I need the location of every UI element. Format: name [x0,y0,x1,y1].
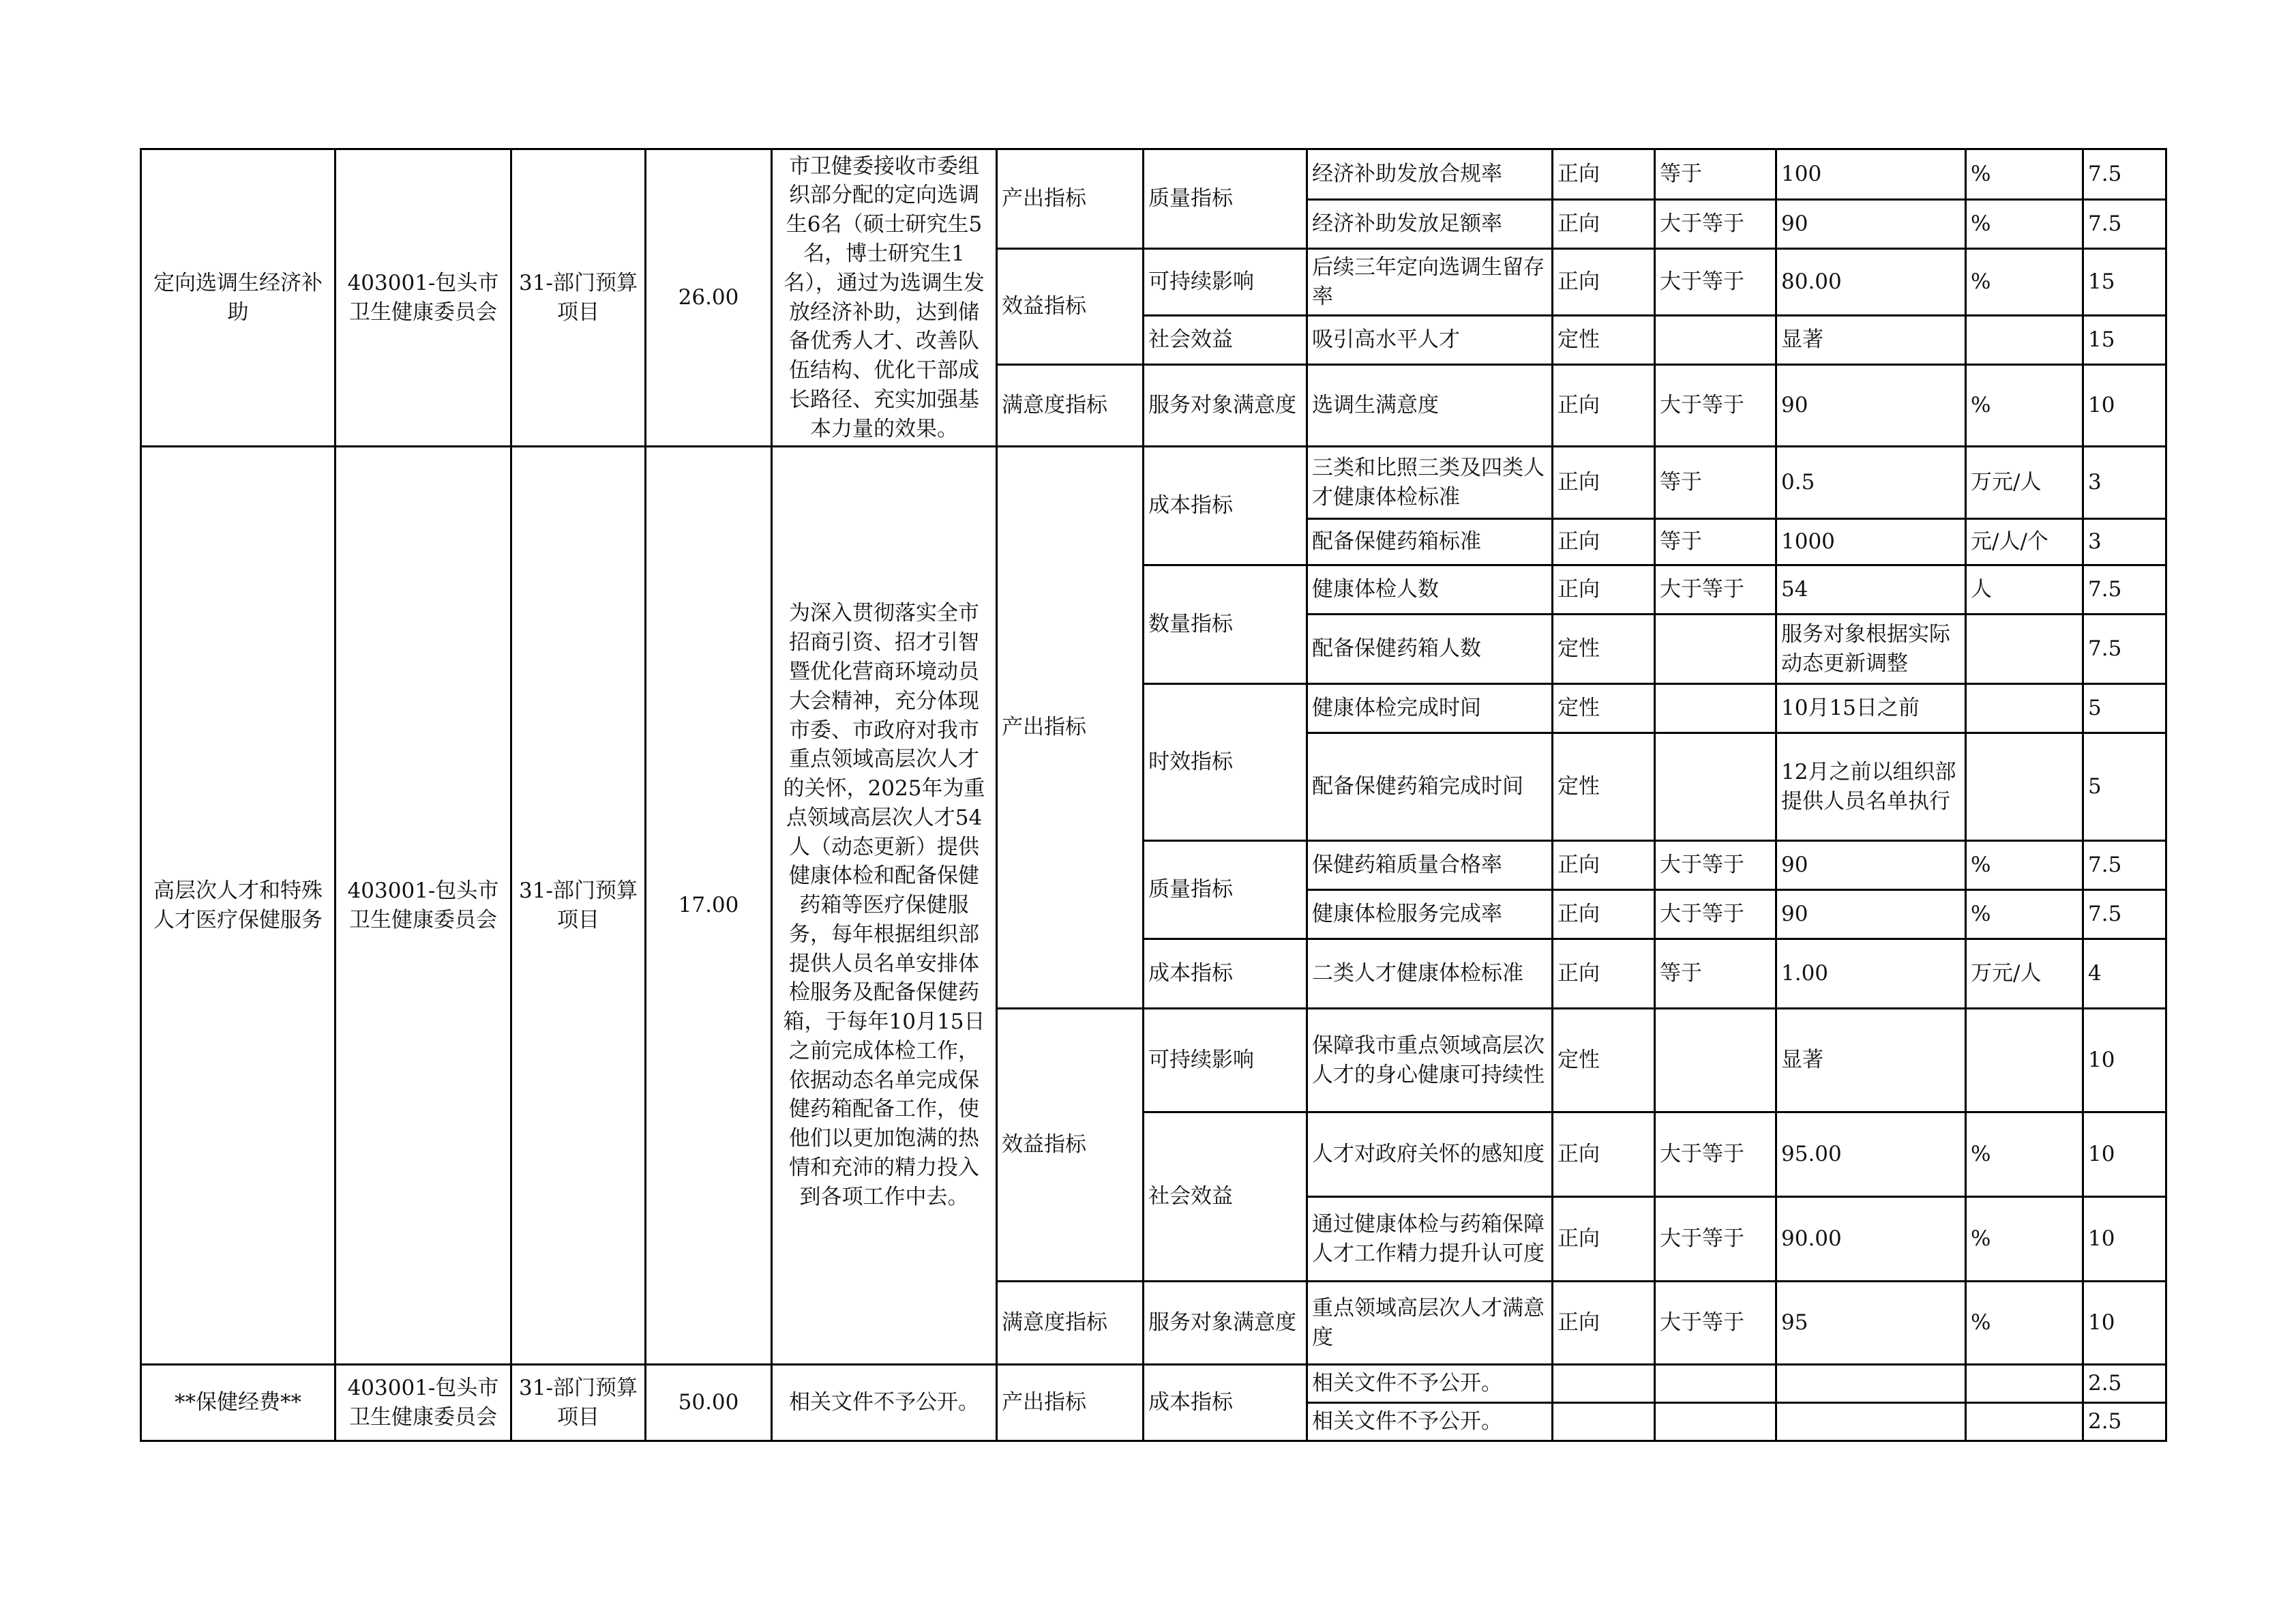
indicator-target-cell: 1.00 [1776,939,1966,1009]
indicator-nature-cell: 定性 [1553,615,1655,684]
indicator-unit-cell: 万元/人 [1966,447,2083,519]
indicator-target-cell: 显著 [1776,316,1966,365]
indicator-weight-cell: 2.5 [2083,1403,2166,1441]
indicator-level2-cell: 成本指标 [1144,1365,1307,1441]
indicator-unit-cell: % [1966,841,2083,890]
indicator-target-cell: 54 [1776,565,1966,615]
indicator-nature-cell: 正向 [1553,200,1655,249]
indicator-level2-cell: 可持续影响 [1144,1009,1307,1112]
indicator-weight-cell: 4 [2083,939,2166,1009]
indicator-target-cell [1776,1403,1966,1441]
indicator-nature-cell: 正向 [1553,890,1655,939]
unit-cell: 403001-包头市卫生健康委员会 [336,1365,511,1441]
indicator-weight-cell: 10 [2083,1197,2166,1282]
indicator-level2-cell: 时效指标 [1144,684,1307,841]
indicator-nature-cell: 正向 [1553,365,1655,447]
indicator-nature-cell: 正向 [1553,939,1655,1009]
indicator-operator-cell [1655,316,1776,365]
project-name-cell: 高层次人才和特殊人才医疗保健服务 [141,447,336,1365]
indicator-weight-cell: 15 [2083,316,2166,365]
indicator-operator-cell: 等于 [1655,149,1776,200]
indicator-level2-cell: 成本指标 [1144,939,1307,1009]
indicator-level3-cell: 经济补助发放足额率 [1307,200,1553,249]
indicator-nature-cell [1553,1365,1655,1403]
indicator-target-cell: 100 [1776,149,1966,200]
indicator-unit-cell: % [1966,365,2083,447]
project-name-cell: 定向选调生经济补助 [141,149,336,447]
indicator-unit-cell [1966,684,2083,733]
indicator-target-cell: 80.00 [1776,249,1966,316]
indicator-operator-cell [1655,1403,1776,1441]
indicator-operator-cell: 大于等于 [1655,1197,1776,1282]
indicator-level1-cell: 效益指标 [997,249,1144,365]
indicator-level1-cell: 满意度指标 [997,1282,1144,1365]
indicator-target-cell: 0.5 [1776,447,1966,519]
indicator-target-cell: 90 [1776,890,1966,939]
indicator-level2-cell: 成本指标 [1144,447,1307,565]
indicator-weight-cell: 2.5 [2083,1365,2166,1403]
indicator-operator-cell: 大于等于 [1655,1282,1776,1365]
indicator-unit-cell [1966,615,2083,684]
indicator-operator-cell: 大于等于 [1655,841,1776,890]
indicator-level3-cell: 保障我市重点领域高层次人才的身心健康可持续性 [1307,1009,1553,1112]
indicator-operator-cell [1655,684,1776,733]
amount-cell: 17.00 [646,447,772,1365]
indicator-level2-cell: 可持续影响 [1144,249,1307,316]
indicator-level2-cell: 数量指标 [1144,565,1307,684]
indicator-level1-cell: 满意度指标 [997,365,1144,447]
indicator-unit-cell [1966,1403,2083,1441]
indicator-unit-cell: % [1966,249,2083,316]
indicator-level3-cell: 后续三年定向选调生留存率 [1307,249,1553,316]
indicator-level3-cell: 健康体检人数 [1307,565,1553,615]
indicator-level3-cell: 重点领域高层次人才满意度 [1307,1282,1553,1365]
indicator-weight-cell: 7.5 [2083,565,2166,615]
amount-cell: 50.00 [646,1365,772,1441]
indicator-target-cell: 90.00 [1776,1197,1966,1282]
indicator-level2-cell: 社会效益 [1144,1112,1307,1282]
indicator-nature-cell: 定性 [1553,1009,1655,1112]
indicator-operator-cell: 等于 [1655,519,1776,565]
indicator-target-cell: 90 [1776,841,1966,890]
table-row [141,149,2166,200]
indicator-target-cell: 服务对象根据实际动态更新调整 [1776,615,1966,684]
indicator-weight-cell: 7.5 [2083,200,2166,249]
indicator-unit-cell: 人 [1966,565,2083,615]
indicator-unit-cell [1966,1009,2083,1112]
project-type-cell: 31-部门预算项目 [511,149,646,447]
indicator-level2-cell: 质量指标 [1144,841,1307,939]
indicator-unit-cell: % [1966,1112,2083,1197]
indicator-weight-cell: 7.5 [2083,890,2166,939]
project-type-cell: 31-部门预算项目 [511,1365,646,1441]
indicator-operator-cell: 大于等于 [1655,249,1776,316]
indicator-level3-cell: 吸引高水平人才 [1307,316,1553,365]
performance-table [140,148,2167,1442]
indicator-level3-cell: 三类和比照三类及四类人才健康体检标准 [1307,447,1553,519]
indicator-nature-cell: 定性 [1553,733,1655,841]
indicator-level3-cell: 健康体检完成时间 [1307,684,1553,733]
indicator-target-cell: 95 [1776,1282,1966,1365]
indicator-nature-cell: 正向 [1553,519,1655,565]
indicator-level3-cell: 二类人才健康体检标准 [1307,939,1553,1009]
table-row [141,447,2166,519]
indicator-target-cell: 90 [1776,200,1966,249]
indicator-operator-cell [1655,1365,1776,1403]
indicator-weight-cell: 10 [2083,365,2166,447]
indicator-unit-cell: 元/人/个 [1966,519,2083,565]
project-name-cell: **保健经费** [141,1365,336,1441]
indicator-target-cell: 10月15日之前 [1776,684,1966,733]
indicator-operator-cell: 大于等于 [1655,365,1776,447]
indicator-operator-cell [1655,733,1776,841]
indicator-weight-cell: 5 [2083,684,2166,733]
indicator-weight-cell: 3 [2083,447,2166,519]
unit-cell: 403001-包头市卫生健康委员会 [336,447,511,1365]
indicator-unit-cell [1966,316,2083,365]
amount-cell: 26.00 [646,149,772,447]
description-cell: 市卫健委接收市委组织部分配的定向选调生6名（硕士研究生5名，博士研究生1名），通过为选调生发放经济补助，达到储备优秀人才、改善队伍结构、优化干部成长路径、充实加强基本力量的效果。 [772,149,997,447]
indicator-unit-cell: 万元/人 [1966,939,2083,1009]
indicator-target-cell: 12月之前以组织部提供人员名单执行 [1776,733,1966,841]
indicator-level3-cell: 人才对政府关怀的感知度 [1307,1112,1553,1197]
indicator-operator-cell: 等于 [1655,447,1776,519]
indicator-level2-cell: 服务对象满意度 [1144,1282,1307,1365]
indicator-nature-cell: 正向 [1553,1282,1655,1365]
indicator-unit-cell: % [1966,1197,2083,1282]
indicator-level2-cell: 社会效益 [1144,316,1307,365]
project-type-cell: 31-部门预算项目 [511,447,646,1365]
indicator-nature-cell: 正向 [1553,1112,1655,1197]
indicator-nature-cell: 正向 [1553,447,1655,519]
indicator-operator-cell: 大于等于 [1655,200,1776,249]
indicator-operator-cell [1655,1009,1776,1112]
indicator-level3-cell: 相关文件不予公开。 [1307,1365,1553,1403]
indicator-level3-cell: 健康体检服务完成率 [1307,890,1553,939]
indicator-target-cell: 1000 [1776,519,1966,565]
indicator-level3-cell: 相关文件不予公开。 [1307,1403,1553,1441]
indicator-weight-cell: 3 [2083,519,2166,565]
indicator-level3-cell: 通过健康体检与药箱保障人才工作精力提升认可度 [1307,1197,1553,1282]
indicator-level3-cell: 选调生满意度 [1307,365,1553,447]
indicator-weight-cell: 10 [2083,1282,2166,1365]
indicator-nature-cell [1553,1403,1655,1441]
indicator-nature-cell: 定性 [1553,316,1655,365]
indicator-nature-cell: 正向 [1553,565,1655,615]
indicator-nature-cell: 正向 [1553,1197,1655,1282]
indicator-weight-cell: 5 [2083,733,2166,841]
indicator-unit-cell: % [1966,200,2083,249]
indicator-target-cell: 显著 [1776,1009,1966,1112]
indicator-weight-cell: 10 [2083,1009,2166,1112]
indicator-level3-cell: 配备保健药箱人数 [1307,615,1553,684]
indicator-unit-cell [1966,1365,2083,1403]
indicator-operator-cell: 大于等于 [1655,1112,1776,1197]
description-cell: 为深入贯彻落实全市招商引资、招才引智暨优化营商环境动员大会精神，充分体现市委、市政府对我市重点领域高层次人才的关怀，2025年为重点领域高层次人才54人（动态更新）提供健康体检和配备保健药箱等医疗保健服务，每年根据组织部提供人员名单安排体检服务及配备保健药箱，于每年10月15日之前完成体检工作，依据动态名单完成保健药箱配备工作，使他们以更加饱满的热情和充沛的精力投入到各项工作中去。 [772,447,997,1365]
indicator-level2-cell: 质量指标 [1144,149,1307,249]
indicator-operator-cell [1655,615,1776,684]
indicator-unit-cell: % [1966,149,2083,200]
indicator-level1-cell: 效益指标 [997,1009,1144,1282]
indicator-nature-cell: 正向 [1553,841,1655,890]
indicator-weight-cell: 7.5 [2083,615,2166,684]
indicator-nature-cell: 正向 [1553,149,1655,200]
indicator-weight-cell: 7.5 [2083,149,2166,200]
indicator-level1-cell: 产出指标 [997,149,1144,249]
indicator-level2-cell: 服务对象满意度 [1144,365,1307,447]
indicator-operator-cell: 大于等于 [1655,565,1776,615]
indicator-weight-cell: 7.5 [2083,841,2166,890]
indicator-target-cell: 90 [1776,365,1966,447]
indicator-target-cell: 95.00 [1776,1112,1966,1197]
indicator-nature-cell: 定性 [1553,684,1655,733]
table-row [141,1365,2166,1403]
indicator-nature-cell: 正向 [1553,249,1655,316]
indicator-operator-cell: 大于等于 [1655,890,1776,939]
indicator-unit-cell: % [1966,1282,2083,1365]
indicator-level3-cell: 保健药箱质量合格率 [1307,841,1553,890]
indicator-level3-cell: 配备保健药箱标准 [1307,519,1553,565]
indicator-level1-cell: 产出指标 [997,1365,1144,1441]
indicator-unit-cell [1966,733,2083,841]
indicator-level1-cell: 产出指标 [997,447,1144,1009]
indicator-level3-cell: 经济补助发放合规率 [1307,149,1553,200]
indicator-weight-cell: 15 [2083,249,2166,316]
unit-cell: 403001-包头市卫生健康委员会 [336,149,511,447]
indicator-weight-cell: 10 [2083,1112,2166,1197]
description-cell: 相关文件不予公开。 [772,1365,997,1441]
indicator-unit-cell: % [1966,890,2083,939]
indicator-target-cell [1776,1365,1966,1403]
indicator-operator-cell: 等于 [1655,939,1776,1009]
indicator-level3-cell: 配备保健药箱完成时间 [1307,733,1553,841]
